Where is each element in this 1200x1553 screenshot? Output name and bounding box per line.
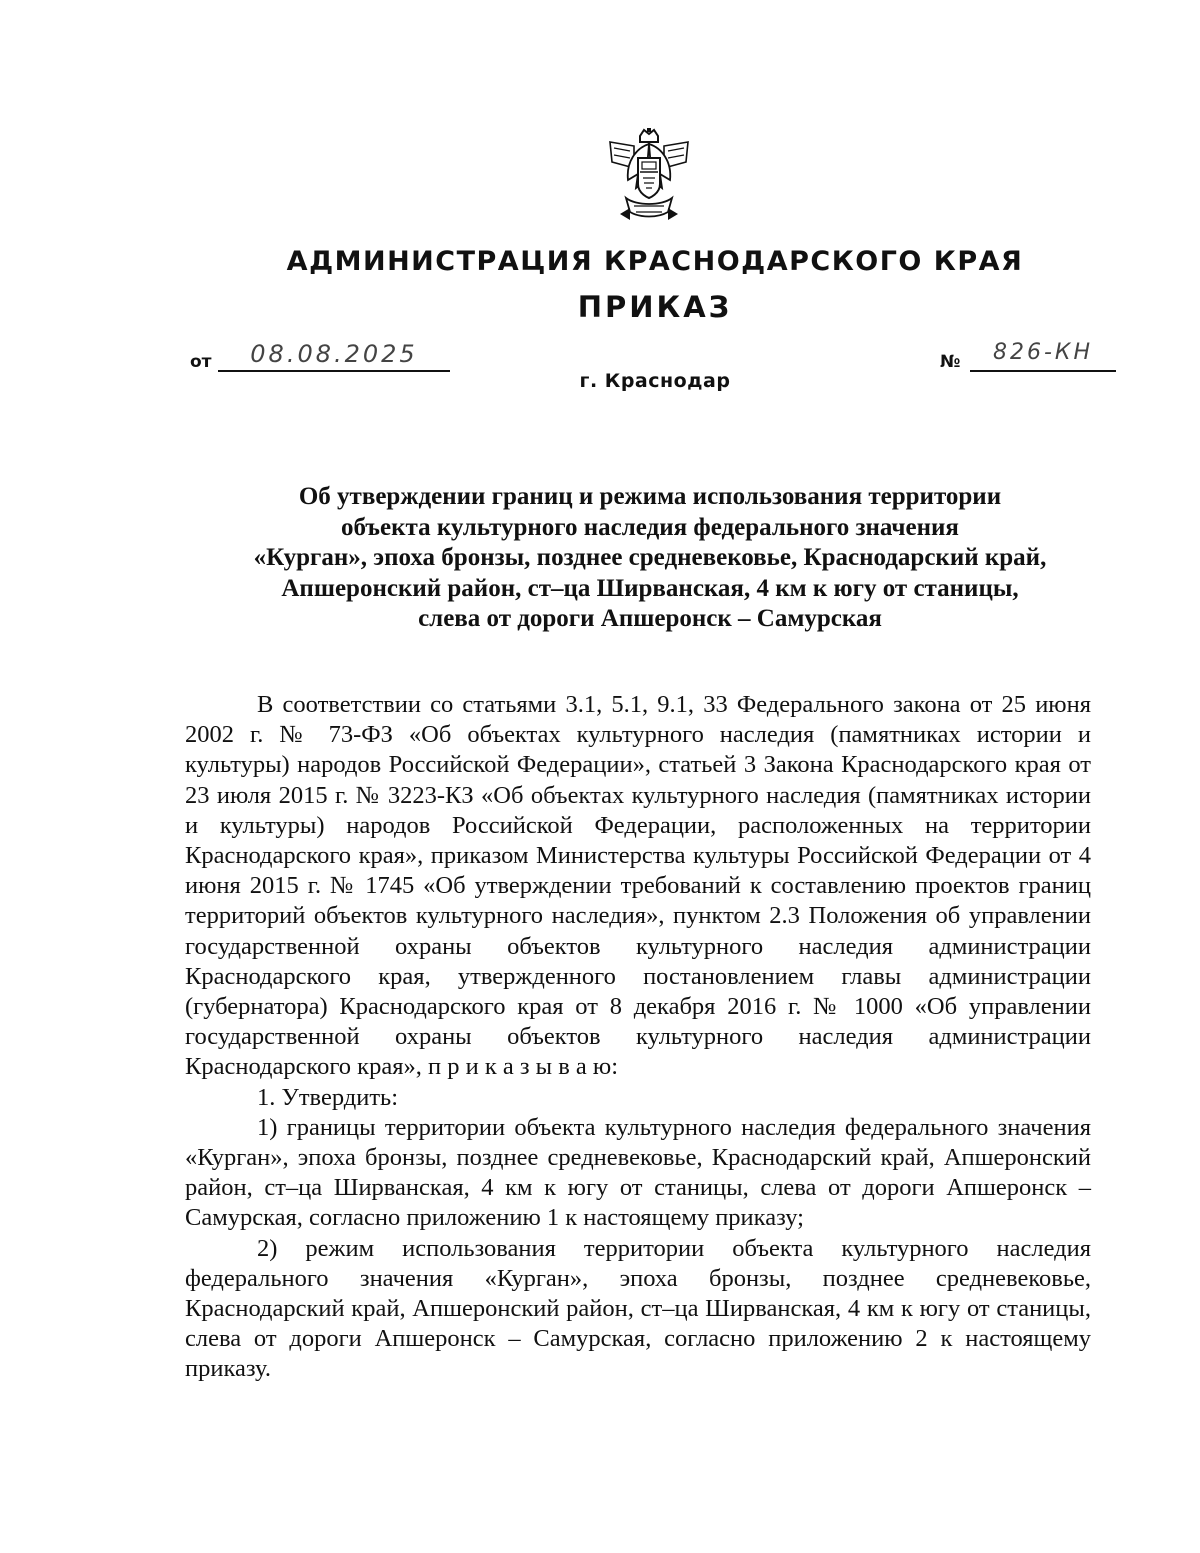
organization-title: АДМИНИСТРАЦИЯ КРАСНОДАРСКОГО КРАЯ [286, 246, 1024, 277]
date-handwritten: 08.08.2025 [218, 340, 450, 372]
subject-line: объекта культурного наследия федерального значения [341, 513, 959, 541]
preamble-paragraph: В соответствии со статьями 3.1, 5.1, 9.1, 33 Федерального закона от 25 июня 2002 г. № 73-ФЗ «Об объектах культурного наследия (памятниках истории и культуры) народов Российской Федерации», статьей 3 Закона Краснодарского края от 23 июля 2015 г. № 3223-КЗ «Об объектах культурного наследия (памятниках истории и культуры) народов Российской Федерации, расположенных на территории Краснодарского края», приказом Министерства культуры Российской Федерации от 4 июня 2015 г. № 1745 «Об утверждении требований к составлению проектов границ территорий объектов культурного наследия», пунктом 2.3 Положения об управлении государственной охраны объектов культурного наследия администрации Краснодарского края, утвержденного постановлением главы администрации (губернатора) Краснодарского края от 8 декабря 2016 г. № 1000 «Об управлении государственной охраны объектов культурного наследия администрации Краснодарского края», п р и к а з ы в а ю: [185, 691, 1091, 1081]
document-body [185, 690, 1091, 1385]
document-subject [150, 482, 1150, 635]
subject-line: Апшеронский район, ст–ца Ширванская, 4 км к югу от станицы, [281, 574, 1019, 602]
number-label: № [940, 352, 961, 372]
item-1-2: 2) режим использования территории объекта культурного наследия федерального значения «Курган», эпоха бронзы, позднее средневековье, Краснодарский край, Апшеронский район, ст–ца Ширванская, 4 км к югу от станицы, слева от дороги Апшеронск – Самурская, согласно приложению 2 к настоящему приказу. [185, 1234, 1091, 1383]
coat-of-arms-icon [606, 128, 692, 224]
subject-line: «Курган», эпоха бронзы, позднее средневековье, Краснодарский край, [253, 544, 1047, 571]
subject-line: слева от дороги Апшеронск – Самурская [418, 605, 882, 632]
number-handwritten: 826-КН [970, 340, 1116, 372]
item-1-1: 1) границы территории объекта культурного наследия федерального значения «Курган», эпоха бронзы, позднее средневековье, Краснодарский край, Апшеронский район, ст–ца Ширванская, 4 км к югу от станицы, слева от дороги Апшеронск – Самурская, согласно приложению 1 к настоящему приказу; [185, 1113, 1091, 1232]
document-type: ПРИКАЗ [577, 290, 733, 324]
item-1: 1. Утвердить: [257, 1083, 399, 1111]
city: г. Краснодар [579, 370, 731, 392]
subject-line: Об утверждении границ и режима использования территории [298, 483, 1002, 510]
date-label: от [190, 352, 212, 372]
